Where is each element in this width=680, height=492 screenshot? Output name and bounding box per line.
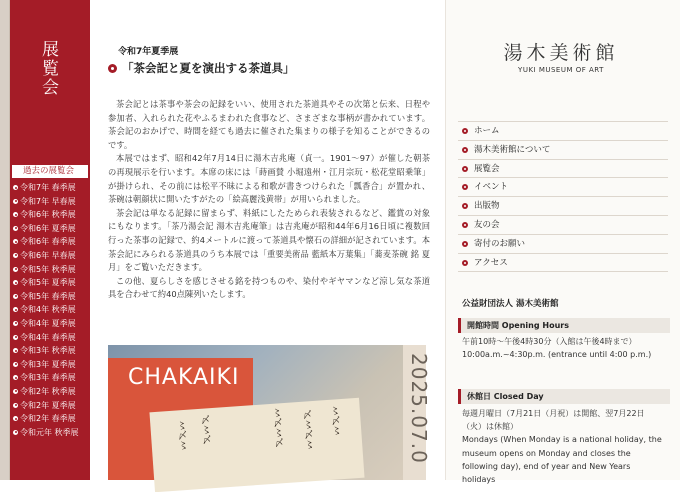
nav-item-access[interactable]: アクセス (458, 254, 668, 273)
past-exhibition-link[interactable]: 令和2年 春季展 (12, 412, 90, 426)
past-exhibition-link[interactable]: 令和6年 夏季展 (12, 222, 90, 236)
past-exhibition-link[interactable]: 令和5年 秋季展 (12, 263, 90, 277)
main-nav (458, 121, 668, 272)
past-exhibition-link[interactable]: 令和3年 夏季展 (12, 358, 90, 372)
description-paragraph: この他、夏らしさを感じさせる銘を持つものや、染付やギヤマンなど涼し気な茶道具を合わせて約40点陳列いたします。 (108, 275, 430, 300)
calligraphy-mark: 〆〻〆〻 (299, 409, 314, 450)
logo-japanese: 湯木美術館 (503, 42, 619, 64)
past-exhibition-link[interactable]: 令和3年 秋季展 (12, 344, 90, 358)
past-exhibition-link[interactable]: 令和4年 夏季展 (12, 317, 90, 331)
past-exhibition-link[interactable]: 令和5年 夏季展 (12, 276, 90, 290)
opening-hours-en: 10:00a.m.~4:30p.m. (entrance until 4:00 p.m.) (462, 350, 652, 360)
poster-word: CHAKAIKI (128, 365, 240, 390)
calligraphy-mark: 〻〆〻 (327, 405, 341, 436)
past-exhibitions-label: 過去の展覧会 (12, 165, 88, 178)
section-title: 展覧会 (38, 40, 58, 97)
nav-item-friends[interactable]: 友の会 (458, 216, 668, 235)
exhibition-title: 「茶会記と夏を演出する茶道具」 (122, 61, 295, 75)
calligraphy-mark: 〆〻〆 (197, 414, 211, 445)
past-exhibition-link[interactable]: 令和4年 秋季展 (12, 303, 90, 317)
past-exhibition-link[interactable]: 令和7年 早春展 (12, 195, 90, 209)
nav-item-about[interactable]: 湯木美術館について (458, 141, 668, 160)
past-exhibition-link[interactable]: 令和5年 春季展 (12, 290, 90, 304)
past-exhibition-link[interactable]: 令和2年 夏季展 (12, 399, 90, 413)
circle-bullet-icon (108, 64, 117, 73)
closed-day-ja: 毎週月曜日（7月21日（月祝）は開館、翌7月22日（火）は休館） (462, 409, 645, 432)
opening-hours-ja: 午前10時〜午後4時30分（入館は午後4時まで） (462, 337, 637, 346)
description-paragraph: 本展ではまず、昭和42年7月14日に湯木吉兆庵（貞一。1901〜97）が催した朝茶の再現展示を行います。本席の床には「蒔画賛 小堀遠州・江月宗玩・松花堂昭乗筆」が掛けられ、その前には松平不昧による和歌が書きつけられた「瓢香合」が置かれ、茶碗は朝顔状に開いたすがたの「絵高麗浅黄帯」が用いられました。 (108, 153, 430, 205)
poster-calligraphy-paper (149, 398, 364, 492)
closed-day-text (462, 407, 662, 485)
closed-day-en: Mondays (When Monday is a national holiday, the museum opens on Monday and closes the following day), end of year and New Years holidays (462, 435, 662, 485)
nav-item-donation[interactable]: 寄付のお願い (458, 235, 668, 254)
exhibition-season: 令和7年夏季展 (118, 47, 179, 57)
left-sidebar (0, 0, 90, 480)
logo-english: YUKI MUSEUM OF ART (518, 66, 604, 74)
nav-item-publications[interactable]: 出版物 (458, 197, 668, 216)
calligraphy-mark: 〻〆〻 (174, 419, 188, 451)
nav-item-events[interactable]: イベント (458, 178, 668, 197)
past-exhibition-link[interactable]: 令和6年 春季展 (12, 235, 90, 249)
past-exhibitions-list (12, 181, 90, 439)
past-exhibition-link[interactable]: 令和3年 春季展 (12, 371, 90, 385)
nav-item-exhibitions[interactable]: 展覧会 (458, 160, 668, 179)
past-exhibition-link[interactable]: 令和7年 春季展 (12, 181, 90, 195)
description-paragraph: 茶会記は単なる記録に留まらず、料紙にしたためられ表装されるなど、鑑賞の対象にもなります。「茶乃湯会記 湯木吉兆庵筆」は吉兆庵が昭和44年6月16日頃に複数回行った茶事の記録で、約4メートルに渡って茶道具や懐石の詳細が記されています。本茶会記にみられる茶道具のうち本展では「重要美術品 藍紙本万葉集」「蕎麦茶碗 銘 夏月」をご覧いただきます。 (108, 207, 430, 273)
museum-logo[interactable] (476, 38, 646, 74)
main-content (90, 0, 445, 480)
nav-item-home[interactable]: ホーム (458, 122, 668, 141)
calligraphy-mark: 〻〆〻〆 (269, 407, 284, 448)
exhibition-poster[interactable] (108, 345, 431, 480)
past-exhibition-link[interactable]: 令和6年 早春展 (12, 249, 90, 263)
poster-date: 2025.07.0 (407, 353, 431, 464)
opening-hours-text (462, 335, 662, 361)
exhibition-description (108, 98, 430, 302)
past-exhibition-link[interactable]: 令和2年 秋季展 (12, 385, 90, 399)
past-exhibition-link[interactable]: 令和元年 秋季展 (12, 426, 90, 440)
opening-hours-heading: 開館時間 Opening Hours (458, 318, 670, 333)
right-sidebar (445, 0, 680, 485)
closed-day-heading: 休館日 Closed Day (458, 389, 670, 404)
organization-name: 公益財団法人 湯木美術館 (462, 299, 559, 309)
description-paragraph: 茶会記とは茶事や茶会の記録をいい、使用された茶道具やその次第と伝来、日程や参加者、入れられた花やふるまわれた食事など、さまざまな事柄が書かれています。茶会記のおかげで、時間を経ても過去に催された集まりの様子を知ることができるのです。 (108, 99, 430, 150)
past-exhibition-link[interactable]: 令和4年 春季展 (12, 331, 90, 345)
past-exhibition-link[interactable]: 令和6年 秋季展 (12, 208, 90, 222)
left-paper-stripe (0, 0, 10, 480)
